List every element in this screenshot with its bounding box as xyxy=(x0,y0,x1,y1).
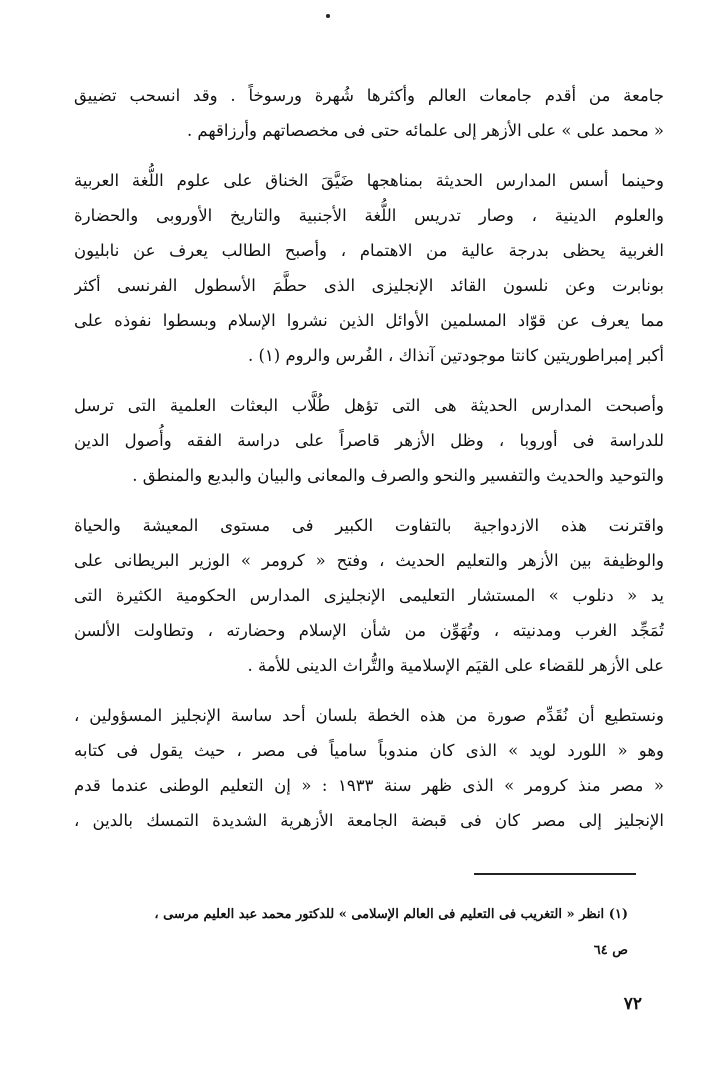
top-dot-mark xyxy=(326,14,330,18)
text-line: وأصبحت المدارس الحديثة هى التى تؤهل طُلَّاب البعثات العلمية التى ترسل xyxy=(74,396,664,415)
text-line: تُمَجِّد الغرب ومدنيته ، وتُهَوِّن من شأن الإسلام وحضارته ، وتطاولت الألسن xyxy=(74,621,664,640)
text-line: جامعة من أقدم جامعات العالم وأكثرها شُهرة ورسوخاً . وقد انسحب تضييق xyxy=(74,86,664,105)
text-line: واقترنت هذه الازدواجية بالتفاوت الكبير فى مستوى المعيشة والحياة xyxy=(74,516,664,535)
text-line: والتوحيد والحديث والتفسير والنحو والصرف والمعانى والبيان والبديع والمنطق . xyxy=(132,466,664,485)
text-line: بونابرت وعن نلسون القائد الإنجليزى الذى حطَّمَ الأسطول الفرنسى أكثر xyxy=(74,276,664,295)
text-line: ونستطيع أن نُقَدِّم صورة من هذه الخطة بلسان أحد ساسة الإنجليز المسؤولين ، xyxy=(74,706,664,725)
text-line: أكبر إمبراطوريتين كانتا موجودتين آنذاك ، الفُرس والروم (١) . xyxy=(247,346,664,365)
footnote-line: (١) انظر « التغريب فى التعليم فى العالم الإسلامى » للدكتور محمد عبد العليم مرسى ، xyxy=(154,907,628,922)
paragraph-2 xyxy=(74,163,664,373)
text-line: الإنجليز إلى مصر كان فى قبضة الجامعة الأزهرية الشديدة التمسك بالدين ، xyxy=(74,811,664,830)
text-line: يد « دنلوب » المستشار التعليمى الإنجليزى المدارس الحكومية الكثيرة التى xyxy=(74,586,664,605)
paragraph-4 xyxy=(74,508,664,683)
text-line: « مصر منذ كرومر » الذى ظهر سنة ١٩٣٣ : « إن التعليم الوطنى عندما قدم xyxy=(74,776,664,795)
page-number: ٧٢ xyxy=(623,994,642,1014)
footnote-line: ص ٦٤ xyxy=(593,943,628,958)
text-line: « محمد على » على الأزهر إلى علمائه حتى فى مخصصاتهم وأرزاقهم . xyxy=(186,121,664,140)
paragraph-3 xyxy=(74,388,664,493)
text-line: للدراسة فى أوروبا ، وظل الأزهر قاصراً على دراسة الفقه وأُصول الدين xyxy=(74,431,664,450)
footnote-divider xyxy=(474,873,636,875)
text-line: وهو « اللورد لويد » الذى كان مندوباً سامياً فى مصر ، حيث يقول فى كتابه xyxy=(74,741,664,760)
text-line: والعلوم الدينية ، وصار تدريس اللُّغة الأجنبية والتاريخ الأوروبى والحضارة xyxy=(74,206,664,225)
paragraph-1 xyxy=(74,78,664,148)
text-line: الغربية يحظى بدرجة عالية من الاهتمام ، وأصبح الطالب يعرف عن نابليون xyxy=(74,241,664,260)
text-line: مما يعرف عن قوّاد المسلمين الأوائل الذين نشروا الإسلام وبسطوا نفوذه على xyxy=(74,311,664,330)
text-line: وحينما أسس المدارس الحديثة بمناهجها ضَيَّقَ الخناق على علوم اللُّغة العربية xyxy=(74,171,664,190)
paragraph-5 xyxy=(74,698,664,838)
text-line: والوظيفة بين الأزهر والتعليم الحديث ، وفتح « كرومر » الوزير البريطانى على xyxy=(74,551,664,570)
footnotes xyxy=(74,897,628,969)
text-line: على الأزهر للقضاء على القيَم الإسلامية والتُّراث الدينى للأمة . xyxy=(247,656,664,675)
main-text xyxy=(74,78,664,853)
